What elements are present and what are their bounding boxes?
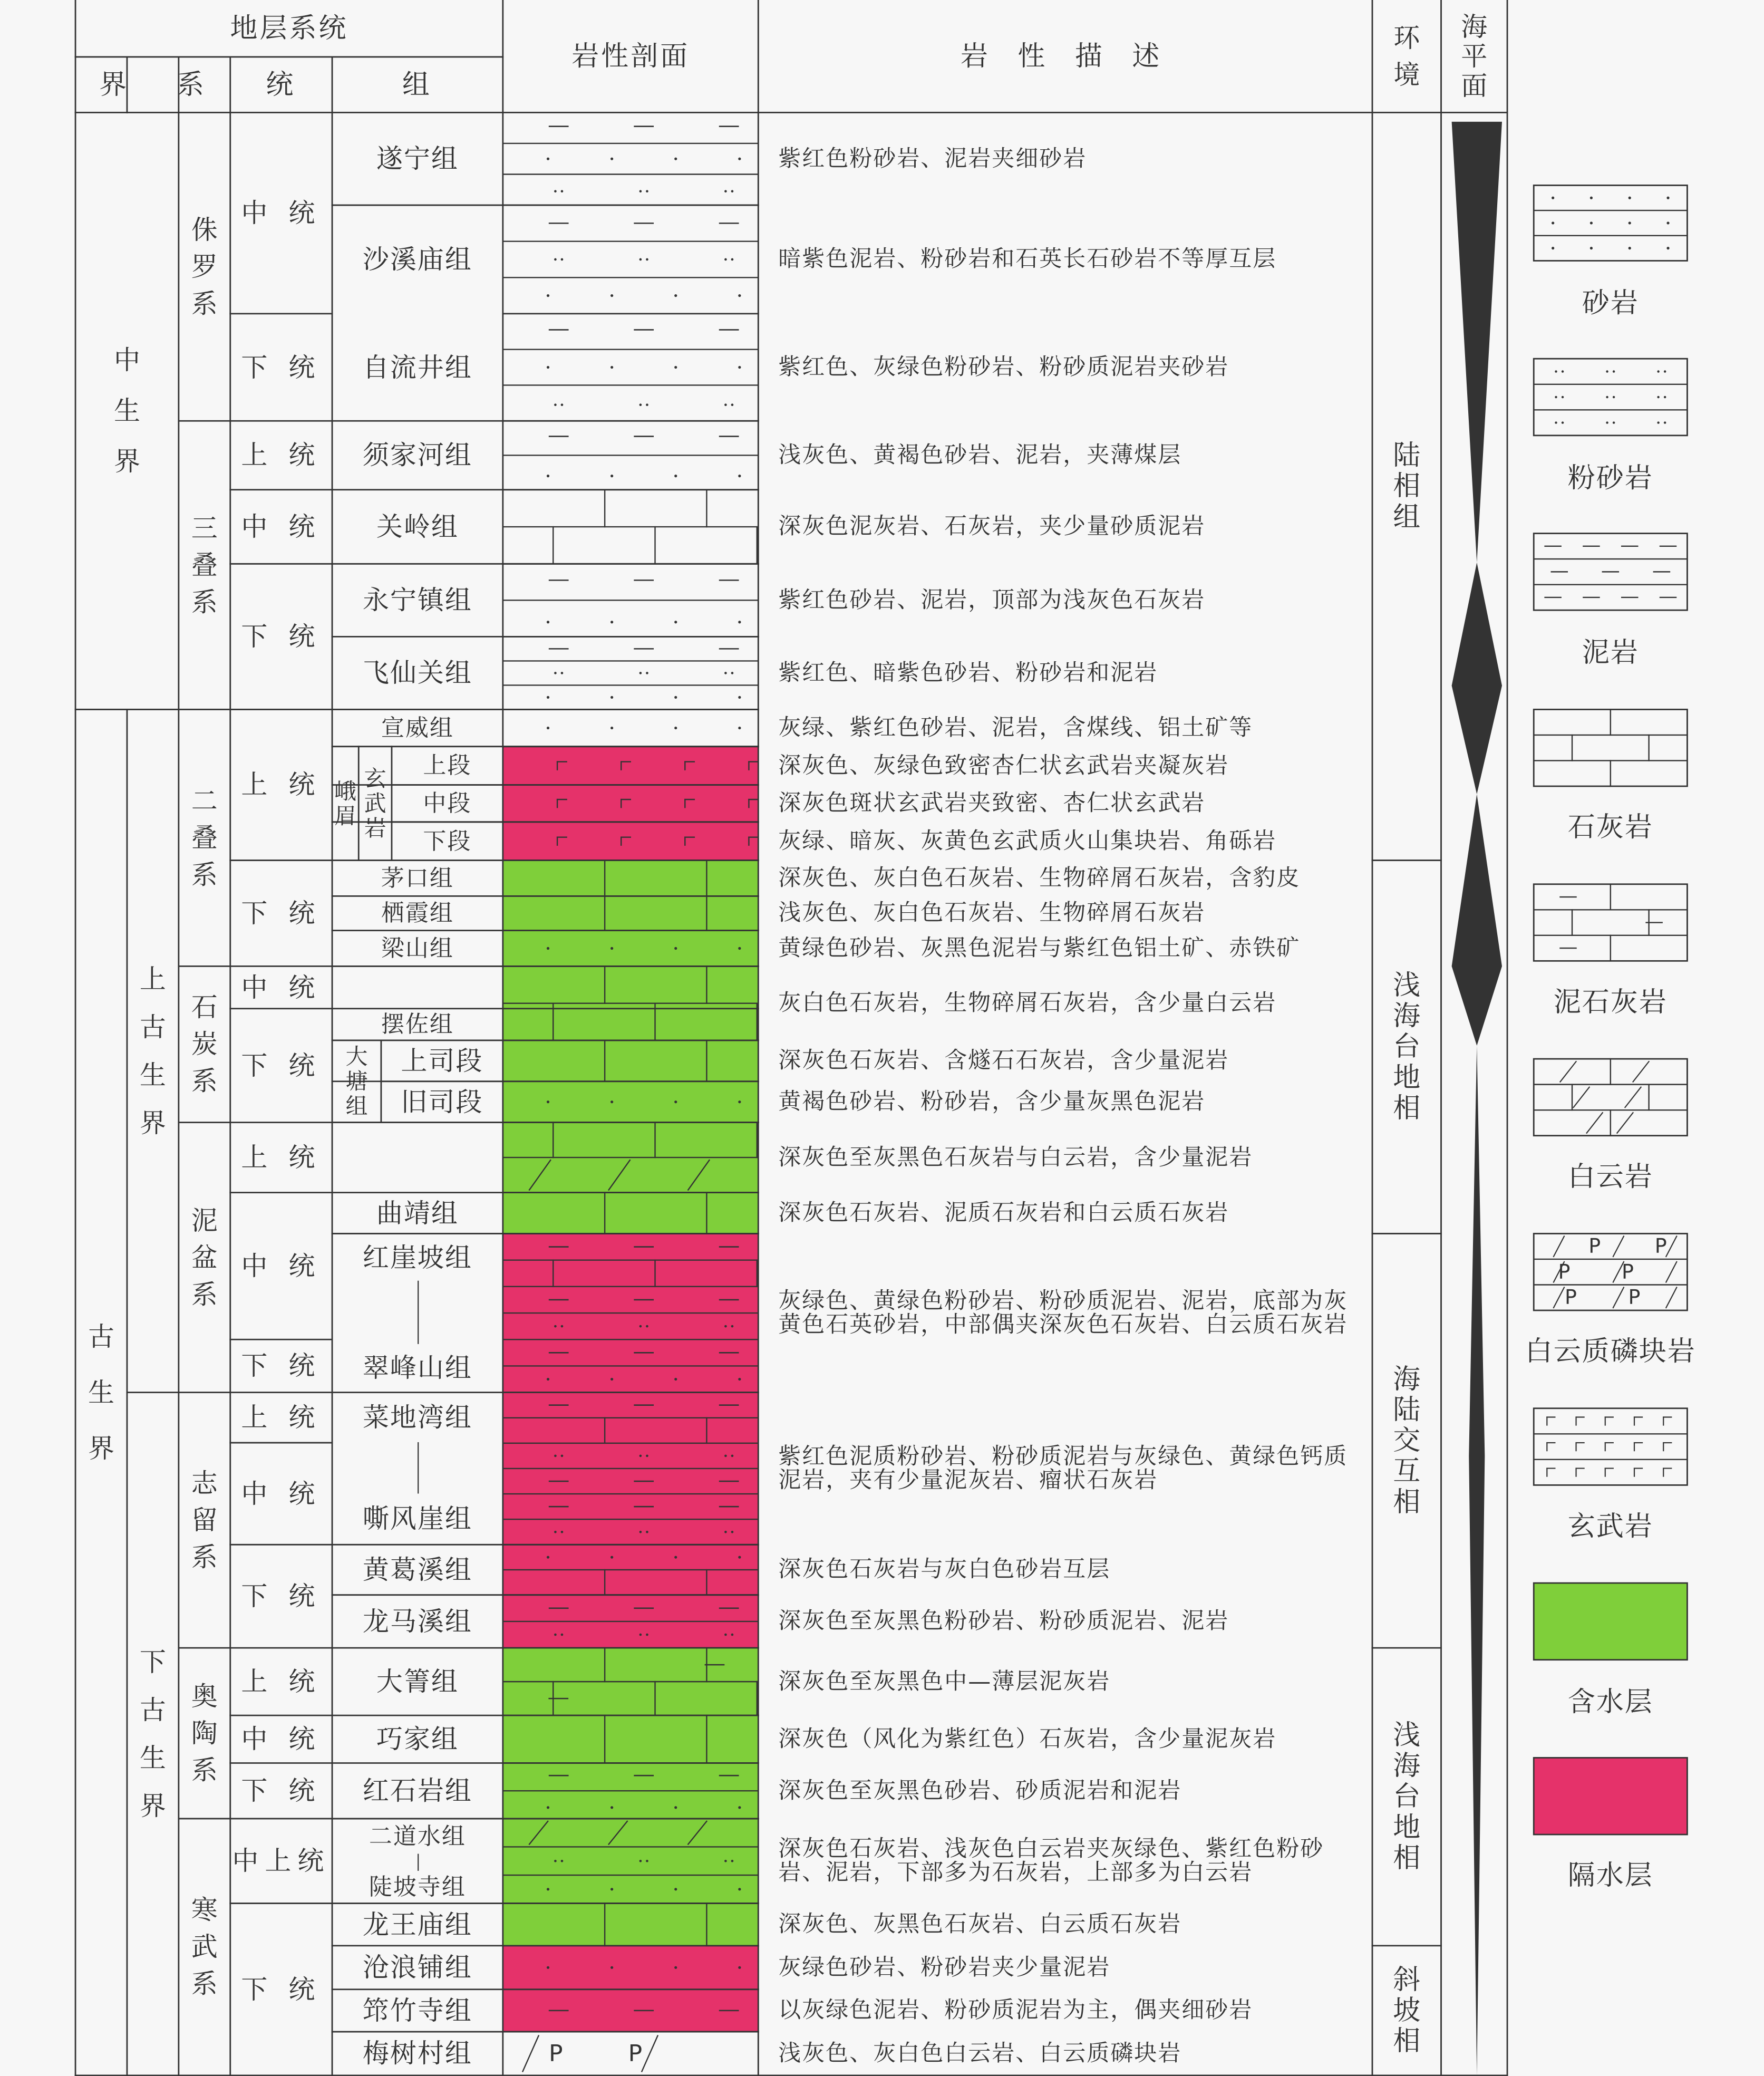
header-system: 系	[176, 69, 207, 101]
sand-dot	[547, 727, 549, 729]
sand-dot	[738, 158, 741, 160]
environment-label: 陆 相 组	[1393, 440, 1421, 533]
silt-dot	[724, 1455, 727, 1457]
lithology-description: 深灰色、灰白色石灰岩、生物碎屑石灰岩，含豹皮	[778, 864, 1301, 891]
silt-dot	[554, 1531, 557, 1533]
silt-dot	[724, 190, 727, 192]
legend-dot	[1562, 421, 1564, 423]
header-sea-level: 海 平 面	[1461, 11, 1488, 101]
legend-label: 泥岩	[1582, 636, 1639, 669]
lithology-fill	[503, 861, 758, 896]
legend-label: 玄武岩	[1567, 1510, 1653, 1542]
formation-label: 翠峰山组	[362, 1353, 472, 1384]
sand-dot	[674, 366, 677, 369]
sand-dot	[610, 366, 613, 369]
legend-dot	[1562, 396, 1564, 398]
lithology-description: 灰绿、暗灰、灰黄色玄武质火山集块岩、角砾岩	[778, 827, 1277, 854]
sand-dot	[674, 1966, 677, 1969]
formation-label: 茅口组	[381, 864, 454, 892]
silt-dot	[639, 403, 642, 406]
lithology-fill	[503, 1193, 758, 1234]
lithology-description: 暗紫色泥岩、粉砂岩和石英长石砂岩不等厚互层	[778, 246, 1277, 273]
formation-label: 自流井组	[362, 352, 472, 383]
lithology-description: 紫红色粉砂岩、泥岩夹细砂岩	[778, 145, 1087, 172]
formation-label: 永宁镇组	[362, 585, 472, 616]
system-ordovician: 奥 陶 系	[191, 1681, 218, 1785]
silt-dot	[646, 1860, 648, 1862]
legend-dot	[1629, 247, 1631, 249]
silt-dot	[731, 403, 734, 406]
formation-label: 红石岩组	[362, 1775, 472, 1807]
silt-dot	[724, 1634, 727, 1636]
sand-dot	[674, 947, 677, 950]
sand-dot	[610, 294, 613, 297]
series-label: 中 统	[241, 511, 322, 543]
legend-dot	[1590, 197, 1593, 199]
silt-dot	[554, 1634, 557, 1636]
sand-dot	[610, 475, 613, 477]
lithology-description: 深灰色至灰黑色石灰岩与白云岩，含少量泥岩	[778, 1144, 1253, 1171]
lithology-description: 浅灰色、灰白色白云岩、白云质磷块岩	[778, 2040, 1182, 2067]
legend-dot	[1664, 370, 1666, 372]
formation-label: 旧司段	[401, 1086, 483, 1117]
sand-dot	[610, 1100, 613, 1103]
sand-dot	[674, 1100, 677, 1103]
environment-label: 海 陆 交 互 相	[1393, 1363, 1421, 1518]
silt-dot	[639, 1634, 642, 1636]
legend-dot	[1590, 247, 1593, 249]
legend-dot	[1613, 396, 1615, 398]
lithology-fill	[503, 747, 758, 785]
legend-label: 石灰岩	[1567, 812, 1653, 844]
series-label: 中 统	[241, 198, 322, 229]
silt-dot	[561, 403, 564, 406]
group-basalt: 玄 武 岩	[364, 766, 386, 842]
sand-dot	[610, 1806, 613, 1809]
sand-dot	[738, 475, 741, 477]
legend-phosphorite-mark: P	[1654, 1234, 1667, 1258]
silt-dot	[554, 403, 557, 406]
series-label: 中 统	[241, 1724, 322, 1755]
lithology-description: 深灰色斑状玄武岩夹致密、杏仁状玄武岩	[778, 790, 1206, 817]
lithology-description: 灰绿、紫红色砂岩、泥岩，含煤线、铝土矿等	[778, 714, 1253, 741]
sand-dot	[674, 621, 677, 623]
silt-dot	[639, 672, 642, 674]
erathem-paleozoic: 古 生 界	[88, 1321, 114, 1464]
lithology-description: 以灰绿色泥岩、粉砂质泥岩为主，偶夹细砂岩	[778, 1997, 1253, 2024]
lithology-fill	[503, 785, 758, 822]
header-lith-desc: 岩 性 描 述	[960, 40, 1170, 72]
formation-label: 遂宁组	[376, 143, 459, 175]
legend-sandstone-swatch	[1534, 185, 1687, 260]
sand-dot	[738, 1100, 741, 1103]
silt-dot	[731, 258, 734, 261]
legend-label: 砂岩	[1582, 287, 1639, 320]
series-label: 上 统	[241, 769, 322, 800]
lithology-description: 黄绿色砂岩、灰黑色泥岩与紫红色铝土矿、赤铁矿	[778, 934, 1301, 961]
lithology-description: 灰绿色砂岩、粉砂岩夹少量泥岩	[778, 1954, 1111, 1981]
environment-label: 浅 海 台 地 相	[1393, 969, 1421, 1124]
legend-phosphorite-mark: P	[1628, 1286, 1641, 1309]
sand-dot	[738, 1556, 741, 1559]
sand-dot	[738, 366, 741, 369]
formation-label: 曲靖组	[376, 1198, 459, 1229]
lithology-fill	[503, 1904, 758, 1946]
sand-dot	[610, 696, 613, 699]
formation-label: 龙马溪组	[362, 1606, 472, 1637]
lithology-description: 深灰色石灰岩、泥质石灰岩和白云质石灰岩	[778, 1199, 1229, 1226]
legend-dot	[1657, 421, 1659, 423]
system-permian: 二 叠 系	[191, 785, 218, 890]
sand-dot	[674, 158, 677, 160]
legend-dot	[1664, 396, 1666, 398]
lithology-description: 深灰色石灰岩、浅灰色白云岩夹灰绿色、紫红色粉砂岩、泥岩，下部多为石灰岩，上部多为白云岩	[778, 1836, 1324, 1886]
formation-label: 宣威组	[381, 714, 454, 741]
sea-level-curve	[1452, 122, 1502, 2075]
sand-dot	[547, 366, 549, 369]
legend-dot	[1664, 421, 1666, 423]
formation-label: 红崖坡组	[362, 1242, 472, 1273]
silt-dot	[724, 1325, 727, 1328]
series-label: 中 统	[241, 972, 322, 1003]
lithology-fill	[503, 1946, 758, 1990]
formation-label: 沧浪铺组	[362, 1952, 472, 1983]
lithology-description: 紫红色泥质粉砂岩、粉砂质泥岩与灰绿色、黄绿色钙质泥岩，夹有少量泥灰岩、瘤状石灰岩	[778, 1443, 1348, 1493]
lithology-description: 深灰色至灰黑色砂岩、砂质泥岩和泥岩	[778, 1777, 1182, 1804]
sand-dot	[547, 1100, 549, 1103]
legend-dot	[1590, 221, 1593, 224]
lithology-fill	[503, 931, 758, 967]
legend-dot	[1552, 247, 1554, 249]
silt-dot	[646, 672, 648, 674]
system-devonian: 泥 盆 系	[191, 1205, 218, 1310]
formation-label: 二道水组	[369, 1823, 466, 1850]
sand-dot	[547, 1556, 549, 1559]
silt-dot	[561, 1531, 564, 1533]
formation-label: 摆佐组	[381, 1011, 454, 1038]
lithology-description: 灰白色石灰岩，生物碎屑石灰岩，含少量白云岩	[778, 990, 1277, 1017]
sand-dot	[674, 1888, 677, 1890]
lithology-description: 深灰色泥灰岩、石灰岩，夹少量砂质泥岩	[778, 513, 1206, 540]
formation-label: 龙王庙组	[362, 1909, 472, 1940]
silt-dot	[639, 1455, 642, 1457]
lithology-description: 紫红色、灰绿色粉砂岩、粉砂质泥岩夹砂岩	[778, 353, 1229, 380]
series-label: 上 统	[241, 1666, 322, 1697]
legend-dot	[1606, 396, 1608, 398]
legend-dot	[1562, 370, 1564, 372]
legend-phosphorite-mark: P	[1565, 1286, 1577, 1309]
silt-dot	[646, 1531, 648, 1533]
lithology-fill	[503, 1082, 758, 1123]
series-label: 上 统	[241, 440, 322, 471]
legend-dot	[1629, 221, 1631, 224]
silt-dot	[561, 1325, 564, 1328]
silt-dot	[646, 258, 648, 261]
sand-dot	[738, 1806, 741, 1809]
lithology-description: 深灰色石灰岩与灰白色砂岩互层	[778, 1556, 1111, 1583]
series-label: 下 统	[241, 1581, 322, 1612]
header-lith-profile: 岩性剖面	[571, 40, 690, 72]
sand-dot	[738, 1378, 741, 1380]
sand-dot	[738, 727, 741, 729]
header-series: 统	[266, 69, 297, 101]
formation-label: 筇竹寺组	[362, 1995, 472, 2026]
legend-phosphorite-mark: P	[1621, 1260, 1634, 1283]
sand-dot	[547, 294, 549, 297]
series-label: 下 统	[241, 1050, 322, 1081]
formation-label: 菜地湾组	[362, 1402, 472, 1433]
lithology-description: 深灰色石灰岩、含燧石石灰岩，含少量泥岩	[778, 1047, 1229, 1074]
silt-dot	[561, 1455, 564, 1457]
silt-dot	[561, 190, 564, 192]
silt-dot	[731, 1531, 734, 1533]
sand-dot	[674, 475, 677, 477]
formation-label: 梁山组	[381, 934, 454, 962]
legend-label: 白云质磷块岩	[1525, 1336, 1696, 1368]
phosphorite-mark: P	[548, 2040, 563, 2067]
lithology-fill	[503, 1040, 758, 1082]
sand-dot	[547, 1966, 549, 1969]
silt-dot	[646, 190, 648, 192]
legend-dot	[1552, 197, 1554, 199]
silt-dot	[554, 258, 557, 261]
lithology-description: 深灰色至灰黑色中—薄层泥灰岩	[778, 1668, 1111, 1695]
sand-dot	[674, 294, 677, 297]
series-label: 中 统	[241, 1478, 322, 1509]
legend-dot	[1555, 396, 1557, 398]
formation-label: 嘶风崖组	[362, 1503, 472, 1534]
lithology-description: 深灰色、灰黑色石灰岩、白云质石灰岩	[778, 1911, 1182, 1938]
system-triassic: 三 叠 系	[191, 513, 218, 617]
silt-dot	[561, 258, 564, 261]
silt-dot	[724, 1531, 727, 1533]
legend-dot	[1666, 197, 1669, 199]
legend-label: 泥石灰岩	[1553, 986, 1668, 1018]
header-environment: 环 境	[1393, 22, 1420, 90]
environment-label: 浅 海 台 地 相	[1393, 1719, 1421, 1874]
silt-dot	[724, 672, 727, 674]
silt-dot	[561, 1860, 564, 1862]
legend-aquitard-swatch	[1534, 1758, 1687, 1834]
lithology-description: 深灰色、灰绿色致密杏仁状玄武岩夹凝灰岩	[778, 752, 1229, 779]
sand-dot	[674, 696, 677, 699]
system-carboniferous: 石 炭 系	[191, 992, 218, 1097]
series-label: 下 统	[241, 1974, 322, 2005]
formation-label: 上司段	[401, 1045, 483, 1076]
legend-dot	[1666, 247, 1669, 249]
formation-label: 巧家组	[376, 1724, 459, 1755]
silt-dot	[561, 672, 564, 674]
formation-label: 大箐组	[376, 1666, 459, 1697]
erathem-mesozoic: 中 生 界	[113, 345, 140, 477]
sand-dot	[738, 1888, 741, 1890]
silt-dot	[646, 403, 648, 406]
formation-label: 中段	[423, 790, 472, 817]
silt-dot	[731, 1455, 734, 1457]
header-formation: 组	[402, 69, 433, 101]
series-label: 下 统	[241, 1775, 322, 1807]
sand-dot	[610, 621, 613, 623]
formation-label: 梅树村组	[362, 2038, 472, 2069]
sand-dot	[547, 621, 549, 623]
legend-dot	[1552, 221, 1554, 224]
sand-dot	[674, 1806, 677, 1809]
lithology-fill	[503, 822, 758, 861]
lithology-fill	[503, 1715, 758, 1763]
formation-label: 上段	[423, 752, 472, 779]
group-datang: 大 塘 组	[345, 1044, 368, 1119]
silt-dot	[639, 1325, 642, 1328]
sand-dot	[547, 158, 549, 160]
lithology-description: 浅灰色、灰白色石灰岩、生物碎屑石灰岩	[778, 900, 1206, 926]
sand-dot	[610, 158, 613, 160]
series-label: 上 统	[241, 1402, 322, 1433]
formation-label: 关岭组	[376, 511, 459, 543]
header-erathem: 界	[99, 69, 130, 101]
legend-dot	[1629, 197, 1631, 199]
silt-dot	[724, 258, 727, 261]
lithology-description: 深灰色至灰黑色粉砂岩、粉砂质泥岩、泥岩	[778, 1608, 1229, 1635]
system-jurassic: 侏 罗 系	[191, 214, 218, 319]
formation-label: 飞仙关组	[362, 658, 472, 689]
series-label: 下 统	[241, 897, 322, 929]
legend-label: 含水层	[1567, 1686, 1653, 1718]
sand-dot	[674, 1556, 677, 1559]
sand-dot	[547, 947, 549, 950]
silt-dot	[731, 672, 734, 674]
silt-dot	[561, 1634, 564, 1636]
lithology-description: 深灰色（风化为紫红色）石灰岩，含少量泥灰岩	[778, 1725, 1277, 1752]
legend-dot	[1555, 370, 1557, 372]
silt-dot	[639, 1531, 642, 1533]
sand-dot	[610, 947, 613, 950]
sand-dot	[547, 1806, 549, 1809]
sand-dot	[674, 727, 677, 729]
sand-dot	[547, 1378, 549, 1380]
formation-label: 须家河组	[362, 440, 472, 471]
silt-dot	[731, 1860, 734, 1862]
sand-dot	[547, 1888, 549, 1890]
sand-dot	[610, 1966, 613, 1969]
sand-dot	[610, 1378, 613, 1380]
silt-dot	[554, 190, 557, 192]
silt-dot	[724, 1860, 727, 1862]
silt-dot	[646, 1325, 648, 1328]
sand-dot	[738, 294, 741, 297]
system-silurian: 志 留 系	[191, 1467, 218, 1572]
sand-dot	[610, 1888, 613, 1890]
legend-label: 隔水层	[1567, 1860, 1653, 1892]
silt-dot	[646, 1455, 648, 1457]
formation-label: 黄葛溪组	[362, 1554, 472, 1585]
silt-dot	[639, 1860, 642, 1862]
lithology-description: 灰绿色、黄绿色粉砂岩、粉砂质泥岩、泥岩，底部为灰黄色石英砂岩，中部偶夹深灰色石灰岩、白云质石灰岩	[778, 1287, 1348, 1338]
lithology-description: 浅灰色、黄褐色砂岩、泥岩，夹薄煤层	[778, 441, 1182, 468]
series-label: 上 统	[241, 1142, 322, 1173]
sand-dot	[738, 1966, 741, 1969]
sand-dot	[547, 696, 549, 699]
system-cambrian: 寒 武 系	[191, 1895, 218, 2000]
formation-label: 栖霞组	[381, 900, 454, 927]
series-label: 中上统	[232, 1846, 331, 1877]
legend-dot	[1555, 421, 1557, 423]
legend-dot	[1657, 370, 1659, 372]
silt-dot	[639, 258, 642, 261]
legend-dot	[1666, 221, 1669, 224]
silt-dot	[724, 403, 727, 406]
silt-dot	[639, 190, 642, 192]
sand-dot	[738, 947, 741, 950]
legend-label: 粉砂岩	[1567, 462, 1653, 494]
legend-dot	[1657, 396, 1659, 398]
series-label: 下 统	[241, 621, 322, 652]
silt-dot	[731, 1634, 734, 1636]
series-label: 下 统	[241, 352, 322, 383]
lithology-description: 黄褐色砂岩、粉砂岩，含少量灰黑色泥岩	[778, 1088, 1206, 1115]
silt-dot	[554, 1455, 557, 1457]
legend-dot	[1606, 421, 1608, 423]
sand-dot	[610, 1556, 613, 1559]
lithology-description: 紫红色、暗紫色砂岩、粉砂岩和泥岩	[778, 659, 1158, 686]
silt-dot	[731, 1325, 734, 1328]
legend-phosphorite-mark: P	[1558, 1260, 1571, 1283]
sand-dot	[674, 1378, 677, 1380]
legend-phosphorite-mark: P	[1588, 1234, 1601, 1258]
sand-dot	[610, 727, 613, 729]
environment-label: 斜 坡 相	[1393, 1964, 1421, 2057]
silt-dot	[646, 1634, 648, 1636]
sand-dot	[547, 475, 549, 477]
lithology-fill	[503, 1819, 758, 1904]
header-strat-system: 地层系统	[230, 12, 348, 44]
legend-basalt-swatch	[1534, 1408, 1687, 1485]
lithology-fill	[503, 896, 758, 930]
formation-label: 陡坡寺组	[369, 1873, 466, 1900]
legend-aquifer-swatch	[1534, 1583, 1687, 1660]
sub-erathem-lower-paleozoic: 下 古 生 界	[139, 1646, 166, 1821]
formation-label: 沙溪庙组	[362, 244, 472, 275]
group-emeishan: 峨 眉	[334, 778, 357, 829]
lithology-description: 紫红色砂岩、泥岩，顶部为浅灰色石灰岩	[778, 586, 1206, 613]
series-label: 中 统	[241, 1250, 322, 1281]
silt-dot	[554, 1325, 557, 1328]
silt-dot	[731, 190, 734, 192]
legend-dot	[1613, 370, 1615, 372]
legend-label: 白云岩	[1567, 1161, 1653, 1193]
sand-dot	[738, 696, 741, 699]
sand-dot	[738, 621, 741, 623]
legend-dot	[1606, 370, 1608, 372]
silt-dot	[554, 1860, 557, 1862]
sub-erathem-upper-paleozoic: 上 古 生 界	[139, 963, 166, 1138]
formation-label: 下段	[423, 827, 472, 855]
phosphorite-mark: P	[628, 2040, 643, 2067]
legend-dot	[1613, 421, 1615, 423]
silt-dot	[554, 672, 557, 674]
series-label: 下 统	[241, 1350, 322, 1382]
